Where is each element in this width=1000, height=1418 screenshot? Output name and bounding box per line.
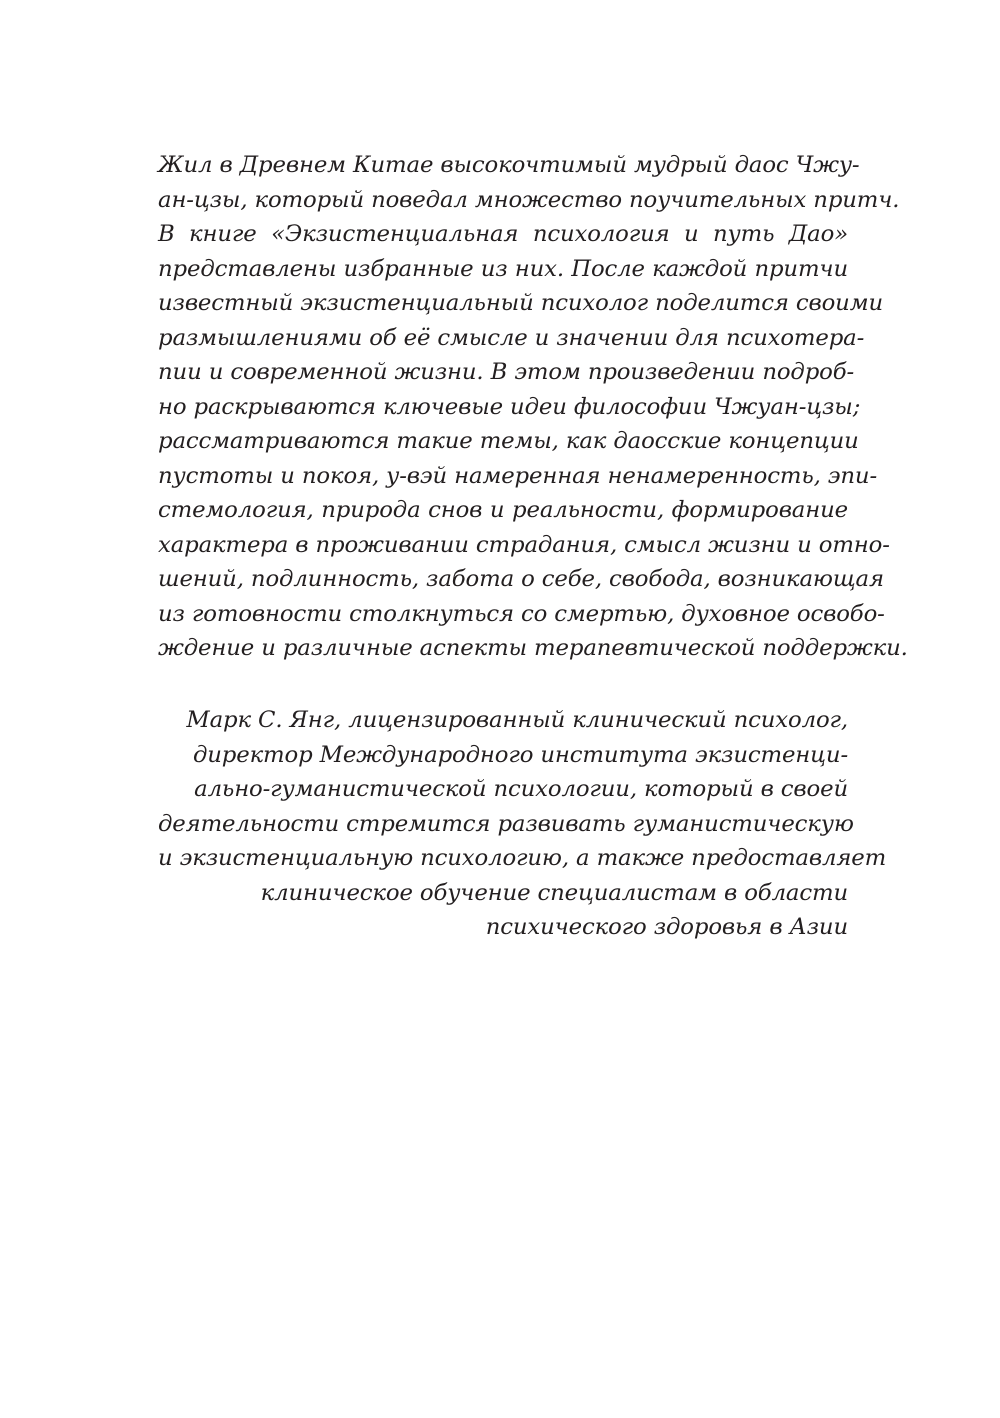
attribution-line: психического здоровья в Азии [485,914,848,940]
attribution-line: деятельности стремится развивать гуманистическую [158,810,854,837]
description-line: представлены избранные из них. После каждой притчи [158,255,848,282]
description-line: стемология, природа снов и реальности, формирование [158,497,848,523]
attribution-line: клиническое обучение специалистам в области [260,879,848,906]
description-line: Жил в Древнем Китае высокочтимый мудрый даос Чжу- [158,152,860,178]
description-line: шений, подлинность, забота о себе, свобода, возникающая [158,566,884,592]
description-line: но раскрываются ключевые идеи философии Чжуан-цзы; [158,393,861,420]
attribution-line: Марк С. Янг, лицензированный клинический психолог, [186,707,848,733]
description-line: характера в проживании страдания, смысл жизни и отно- [158,531,890,558]
description-line: пустоты и покоя, у-вэй намеренная ненамеренность, эпи- [158,462,878,489]
attribution-line: директор Международного института экзистенци- [192,741,848,768]
author-attribution [158,703,887,945]
attribution-line: ально-гуманистической психологии, который в своей [194,776,848,802]
description-line: рассматриваются такие темы, как даосские концепции [158,428,859,454]
attribution-line: и экзистенциальную психологию, а также предоставляет [158,845,887,871]
description-line: пии и современной жизни. В этом произведении подроб- [158,359,855,385]
description-line: известный экзистенциальный психолог поделится своими [158,290,883,316]
book-description [158,148,908,666]
description-line: размышлениями об её смысле и значении для психотера- [158,324,865,351]
description-line: из готовности столкнуться со смертью, духовное освобо- [158,600,885,627]
description-line: ждение и различные аспекты терапевтической поддержки. [158,635,908,661]
description-line: ан-цзы, который поведал множество поучительных притч. [158,186,900,213]
description-line: В книге «Экзистенциальная психология и путь Дао» [158,221,848,247]
